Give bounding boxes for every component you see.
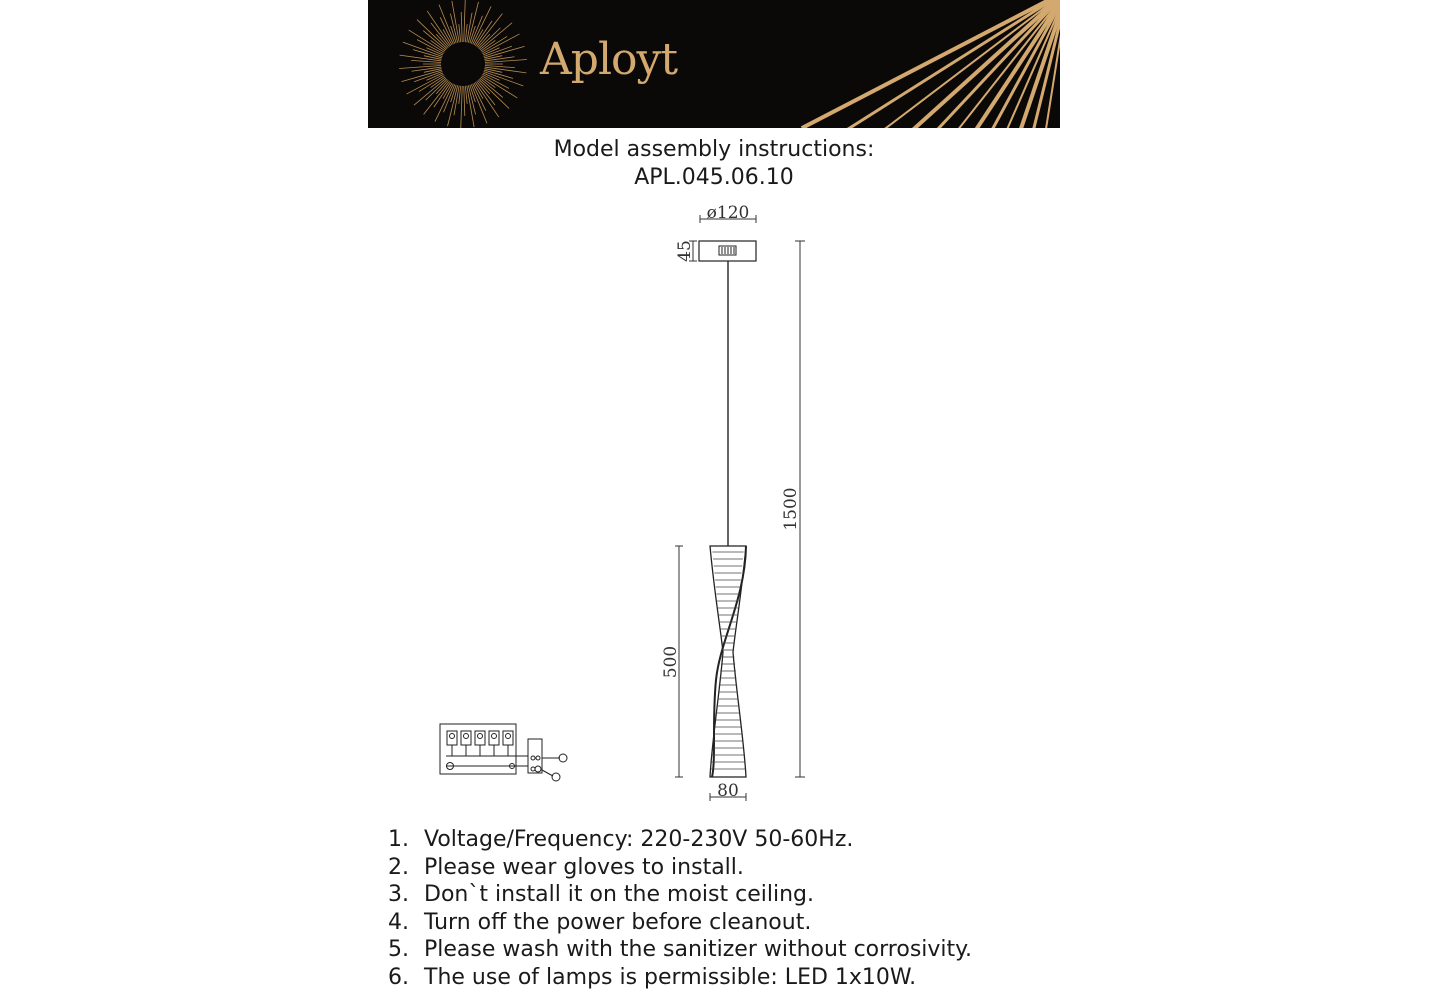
- list-item: 6. The use of lamps is permissible: LED 1x10W.: [388, 964, 917, 990]
- list-item: 1. Voltage/Frequency: 220-230V 50-60Hz.: [388, 827, 854, 852]
- model-number: APL.045.06.10: [634, 165, 794, 190]
- instruction-text: The use of lamps is permissible: LED 1x10W.: [424, 964, 917, 990]
- canopy-diameter-label: ø120: [706, 203, 750, 223]
- list-item: 5. Please wash with the sanitizer without corrosivity.: [388, 937, 973, 963]
- terminal-block-icon: [719, 246, 736, 255]
- wiring-diagram-icon: [440, 724, 567, 781]
- instruction-text: Voltage/Frequency: 220-230V 50-60Hz.: [424, 827, 854, 852]
- instructions-list: [388, 826, 972, 992]
- twisted-crystal-shade: [710, 546, 746, 777]
- shade-height-label: 500: [661, 645, 681, 679]
- brand-logo-text: Aployt: [540, 34, 678, 85]
- document-title: Model assembly instructions:: [553, 137, 875, 162]
- total-height-label: 1500: [781, 487, 801, 531]
- shade-width-label: 80: [717, 781, 739, 801]
- list-item: 3. Don`t install it on the moist ceiling.: [388, 882, 814, 908]
- instruction-text: Please wash with the sanitizer without corrosivity.: [424, 937, 973, 963]
- instruction-text: Don`t install it on the moist ceiling.: [424, 882, 814, 908]
- instruction-text: Turn off the power before cleanout.: [424, 909, 812, 935]
- canopy-height-label: 45: [675, 240, 695, 262]
- instruction-text: Please wear gloves to install.: [424, 854, 744, 880]
- list-item: 2. Please wear gloves to install.: [388, 854, 744, 880]
- list-item: 4. Turn off the power before cleanout.: [388, 909, 812, 935]
